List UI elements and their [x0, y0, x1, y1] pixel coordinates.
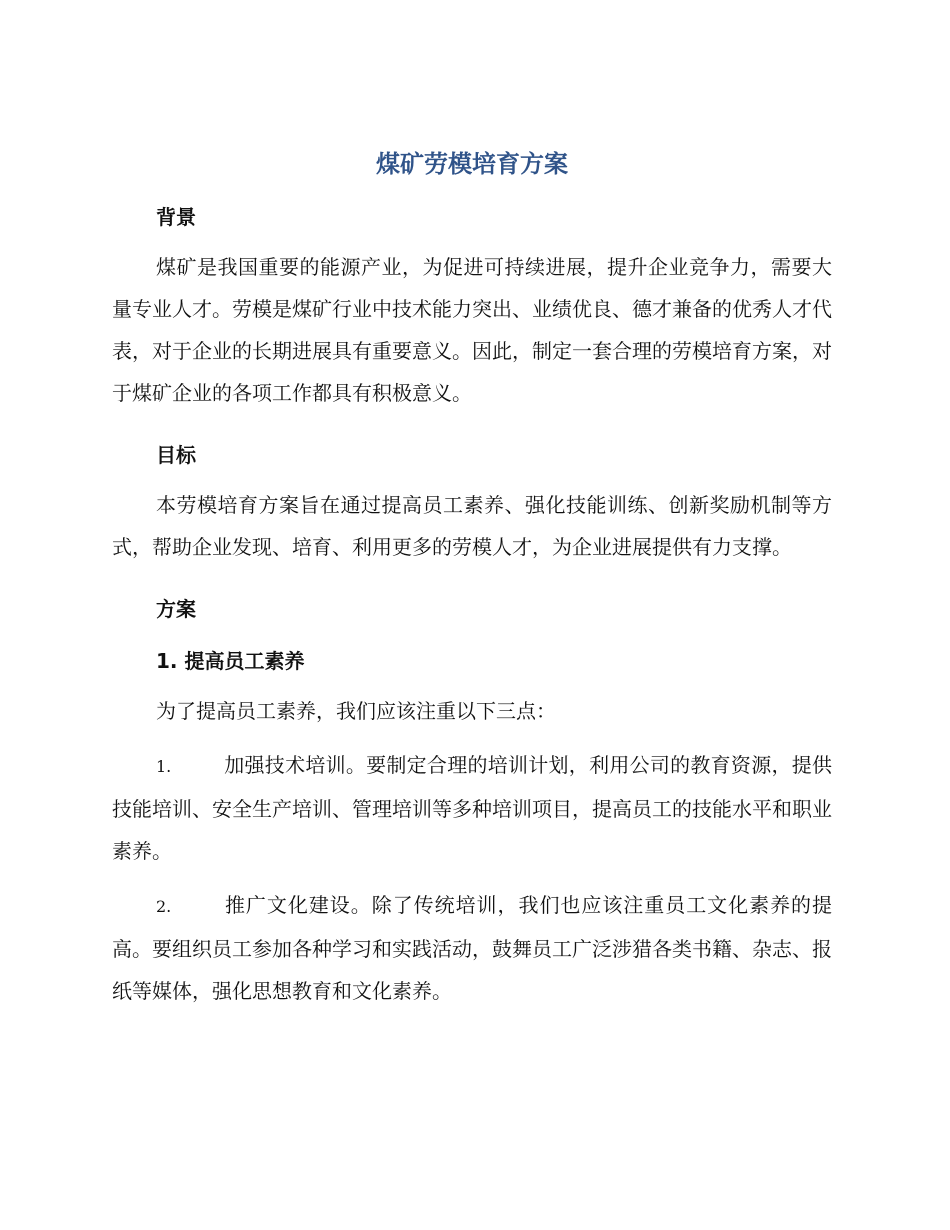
- list-item-number: 1.: [156, 757, 172, 776]
- document-page: [112, 140, 832, 1012]
- list-item-text: 加强技术培训。要制定合理的培训计划，利用公司的教育资源，提供技能培训、安全生产培训、管理培训等多种培训项目，提高员工的技能水平和职业素养。: [112, 753, 832, 863]
- goal-paragraph: 本劳模培育方案旨在通过提高员工素养、强化技能训练、创新奖励机制等方式，帮助企业发现、培育、利用更多的劳模人才，为企业进展提供有力支撑。: [112, 493, 832, 559]
- list-item: [112, 744, 832, 872]
- background-paragraph: 煤矿是我国重要的能源产业，为促进可持续进展，提升企业竞争力，需要大量专业人才。劳模是煤矿行业中技术能力突出、业绩优良、德才兼备的优秀人才代表，对于企业的长期进展具有重要意义。因此，制定一套合理的劳模培育方案，对于煤矿企业的各项工作都具有积极意义。: [112, 255, 832, 405]
- plan-intro-paragraph: 为了提高员工素养，我们应该注重以下三点：: [156, 699, 556, 723]
- list-item: [112, 884, 832, 1012]
- section-heading-plan: 方案: [156, 597, 196, 621]
- list-item-number: 2.: [156, 897, 172, 916]
- list-item-text: 推广文化建设。除了传统培训，我们也应该注重员工文化素养的提高。要组织员工参加各种学习和实践活动，鼓舞员工广泛涉猎各类书籍、杂志、报纸等媒体，强化思想教育和文化素养。: [112, 893, 832, 1003]
- subheading-improve-quality: 1. 提高员工素养: [156, 649, 305, 673]
- section-heading-background: 背景: [156, 205, 196, 229]
- section-heading-goal: 目标: [156, 443, 196, 467]
- document-title: 煤矿劳模培育方案: [376, 150, 568, 178]
